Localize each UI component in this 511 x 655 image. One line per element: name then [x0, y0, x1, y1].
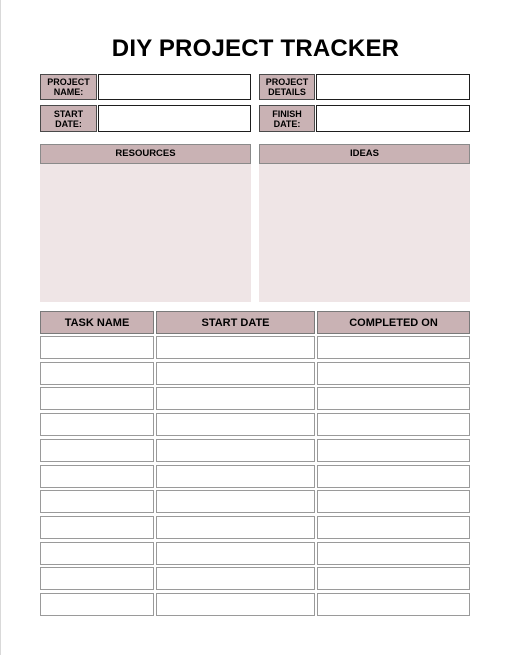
- project-details-label: [259, 74, 315, 100]
- start-date-cell[interactable]: [156, 542, 315, 565]
- task-name-cell[interactable]: [40, 465, 154, 488]
- completed-on-cell[interactable]: [317, 593, 470, 616]
- start-date-cell[interactable]: [156, 439, 315, 462]
- completed-on-header: COMPLETED ON: [317, 311, 470, 334]
- start-date-label-text: START DATE:: [53, 108, 84, 129]
- page-edge: [0, 0, 1, 655]
- start-date-cell[interactable]: [156, 567, 315, 590]
- start-date-cell[interactable]: [156, 387, 315, 410]
- task-name-cell[interactable]: [40, 567, 154, 590]
- start-date-field[interactable]: [98, 105, 251, 132]
- task-name-cell[interactable]: [40, 516, 154, 539]
- task-name-header: TASK NAME: [40, 311, 154, 334]
- page-title: DIY PROJECT TRACKER: [111, 35, 400, 62]
- finish-date-field[interactable]: [316, 105, 470, 132]
- start-date-cell[interactable]: [156, 465, 315, 488]
- task-name-cell[interactable]: [40, 593, 154, 616]
- resources-header: RESOURCES: [40, 144, 251, 164]
- start-date-cell[interactable]: [156, 593, 315, 616]
- completed-on-cell[interactable]: [317, 387, 470, 410]
- finish-date-label: [259, 105, 315, 132]
- task-name-cell[interactable]: [40, 439, 154, 462]
- project-details-field[interactable]: [316, 74, 470, 100]
- completed-on-cell[interactable]: [317, 413, 470, 436]
- resources-panel[interactable]: [40, 164, 251, 302]
- completed-on-cell[interactable]: [317, 362, 470, 385]
- project-name-label: [40, 74, 97, 100]
- completed-on-cell[interactable]: [317, 336, 470, 359]
- start-date-cell[interactable]: [156, 362, 315, 385]
- ideas-panel[interactable]: [259, 164, 470, 302]
- completed-on-cell[interactable]: [317, 465, 470, 488]
- start-date-header: START DATE: [156, 311, 315, 334]
- start-date-label: [40, 105, 97, 132]
- start-date-cell[interactable]: [156, 413, 315, 436]
- task-name-cell[interactable]: [40, 490, 154, 513]
- project-name-label-text: PROJECT NAME:: [47, 77, 90, 97]
- task-name-cell[interactable]: [40, 362, 154, 385]
- start-date-cell[interactable]: [156, 490, 315, 513]
- project-details-label-text: PROJECT DETAILS: [265, 77, 309, 97]
- completed-on-cell[interactable]: [317, 439, 470, 462]
- ideas-header: IDEAS: [259, 144, 470, 164]
- task-name-cell[interactable]: [40, 387, 154, 410]
- finish-date-label-text: FINISH DATE:: [272, 108, 302, 129]
- completed-on-cell[interactable]: [317, 516, 470, 539]
- completed-on-cell[interactable]: [317, 567, 470, 590]
- start-date-cell[interactable]: [156, 336, 315, 359]
- task-name-cell[interactable]: [40, 413, 154, 436]
- completed-on-cell[interactable]: [317, 542, 470, 565]
- start-date-cell[interactable]: [156, 516, 315, 539]
- task-name-cell[interactable]: [40, 542, 154, 565]
- project-name-field[interactable]: [98, 74, 251, 100]
- completed-on-cell[interactable]: [317, 490, 470, 513]
- task-name-cell[interactable]: [40, 336, 154, 359]
